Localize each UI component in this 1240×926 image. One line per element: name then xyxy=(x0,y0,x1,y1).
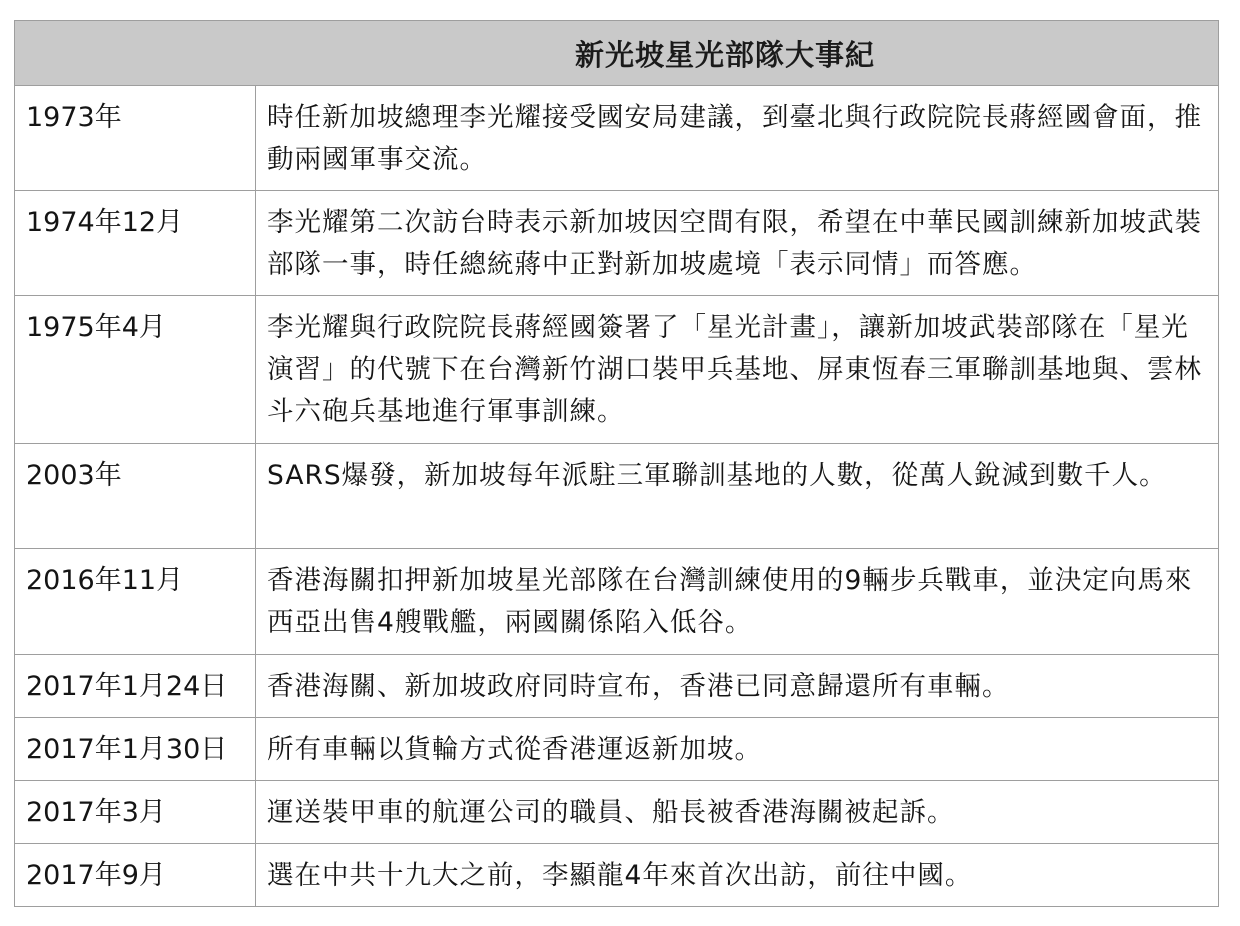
date-cell: 2016年11月 xyxy=(15,549,256,655)
table-row xyxy=(15,718,1219,781)
event-cell: 所有車輛以貨輪方式從香港運返新加坡。 xyxy=(256,718,1219,781)
date-cell: 2017年1月30日 xyxy=(15,718,256,781)
date-cell: 1975年4月 xyxy=(15,296,256,444)
event-cell: 香港海關扣押新加坡星光部隊在台灣訓練使用的9輛步兵戰車，並決定向馬來西亞出售4艘戰艦，兩國關係陷入低谷。 xyxy=(256,549,1219,655)
table-row xyxy=(15,781,1219,844)
event-cell: 運送裝甲車的航運公司的職員、船長被香港海關被起訴。 xyxy=(256,781,1219,844)
event-cell: 時任新加坡總理李光耀接受國安局建議，到臺北與行政院院長蔣經國會面，推動兩國軍事交流。 xyxy=(256,86,1219,191)
event-cell: SARS爆發，新加坡每年派駐三軍聯訓基地的人數，從萬人銳減到數千人。 xyxy=(256,444,1219,549)
table-row xyxy=(15,86,1219,191)
table-title: 新光坡星光部隊大事紀 xyxy=(15,21,1219,86)
date-cell: 2017年9月 xyxy=(15,844,256,907)
table-row xyxy=(15,444,1219,549)
date-cell: 1974年12月 xyxy=(15,191,256,296)
event-cell: 選在中共十九大之前，李顯龍4年來首次出訪，前往中國。 xyxy=(256,844,1219,907)
table-row xyxy=(15,844,1219,907)
table-row xyxy=(15,296,1219,444)
event-cell: 香港海關、新加坡政府同時宣布，香港已同意歸還所有車輛。 xyxy=(256,655,1219,718)
table-row xyxy=(15,549,1219,655)
date-cell: 2017年3月 xyxy=(15,781,256,844)
timeline-table xyxy=(14,20,1219,907)
table-row xyxy=(15,191,1219,296)
table-row xyxy=(15,655,1219,718)
event-cell: 李光耀與行政院院長蔣經國簽署了「星光計畫」，讓新加坡武裝部隊在「星光演習」的代號下在台灣新竹湖口裝甲兵基地、屏東恆春三軍聯訓基地與、雲林斗六砲兵基地進行軍事訓練。 xyxy=(256,296,1219,444)
date-cell: 2003年 xyxy=(15,444,256,549)
date-cell: 2017年1月24日 xyxy=(15,655,256,718)
date-cell: 1973年 xyxy=(15,86,256,191)
event-cell: 李光耀第二次訪台時表示新加坡因空間有限，希望在中華民國訓練新加坡武裝部隊一事，時任總統蔣中正對新加坡處境「表示同情」而答應。 xyxy=(256,191,1219,296)
